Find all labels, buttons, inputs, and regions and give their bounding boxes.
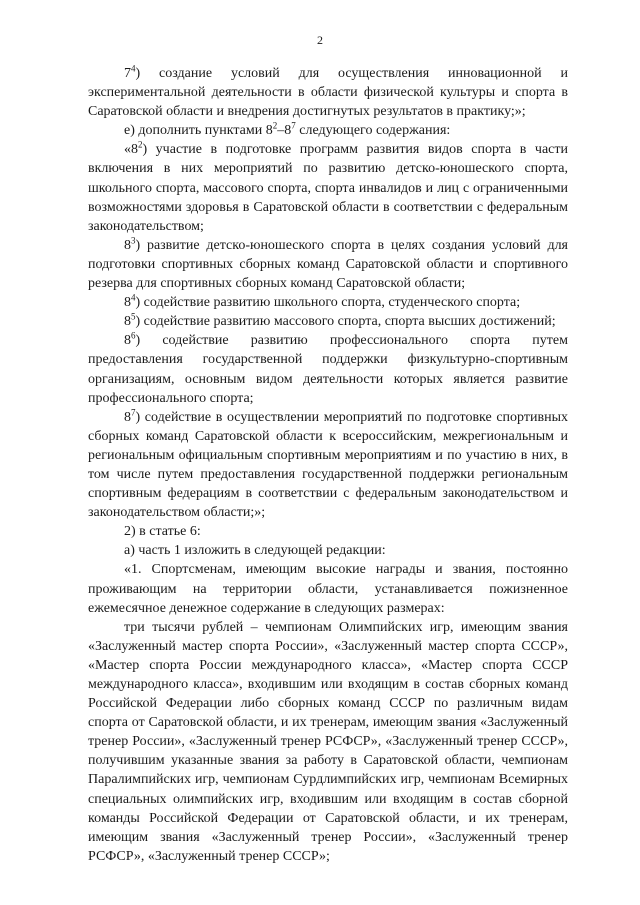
paragraph-item-8-5: $8^5$) содействие развитию массового спорта, спорта высших достижений; <box>124 311 556 330</box>
page-number: 2 <box>317 33 323 47</box>
paragraph-article-6: 2) в статье 6: <box>124 524 201 540</box>
paragraph-three-thousand: три тысячи рублей – чемпионам Олимпийских игр, имеющим звания «Заслуженный мастер спорта России», «Заслуженный мастер спорта СССР», «Мастер спорта России международного класса», «Мастер спорта СССР международного класса», входившим или входящим в состав сборных команд Российской Федерации либо сборных команд СССР по различным видам спорта от Саратовской области, и их тренерам, имеющим звания «Заслуженный тренер России», «Заслуженный тренер РСФСР», «Заслуженный тренер СССР», получившим указанные звания за работу в Саратовской области, чемпионам Паралимпийских игр, чемпионам Сурдлимпийских игр, чемпионам Всемирных специальных олимпийских игр, входившим или входящим в состав сборной команды Российской Федерации от Саратовской области, и их тренерам, имеющим звания «Заслуженный тренер России», «Заслуженный тренер РСФСР», «Заслуженный тренер СССР»; <box>88 619 568 864</box>
paragraph-item-8-4: $8^4$) содействие развитию школьного спорта, студенческого спорта; <box>124 292 521 311</box>
document-body <box>88 64 568 866</box>
paragraph-item-7-4: $7^4$) создание условий для осуществления инновационной и экспериментальной деятельности в области физической культуры и спорта в Саратовской области и внедрения достигнутых результатов в практику;»; <box>88 63 568 120</box>
paragraph-item-8-3: $8^3$) развитие детско-юношеского спорта в целях создания условий для подготовки спортивных сборных команд Саратовской области и спортивного резерва для спортивных сборных команд Саратовской области; <box>88 235 568 292</box>
paragraph-item-8-7: $8^7$) содействие в осуществлении мероприятий по подготовке спортивных сборных команд Саратовской области к всероссийским, межрегиональным и региональным официальным спортивным мероприятиям и по участию в них, в том числе путем предоставления государственной поддержки региональным спортивным федерациям в соответствии с федеральным законодательством и законодательством области;»; <box>88 407 568 521</box>
paragraph-item-8-6: $8^6$) содействие развитию профессионального спорта путем предоставления государственной поддержки физкультурно-спортивным организациям, основным видом деятельности которых является развитие профессионального спорта; <box>88 330 568 406</box>
paragraph-part-1-text: «1. Спортсменам, имеющим высокие награды и звания, постоянно проживающим на территории области, устанавливается пожизненное ежемесячное денежное содержание в следующих размерах: <box>88 562 568 616</box>
paragraph-item-8-2: «$8^2$) участие в подготовке программ развития видов спорта в части включения в них мероприятий по развитию детско-юношеского спорта, школьного спорта, массового спорта, спорта инвалидов и лиц с ограниченными возможностями здоровья в Саратовской области в соответствии с федеральным законодательством; <box>88 139 568 234</box>
paragraph-part-1-amend: а) часть 1 изложить в следующей редакции: <box>124 543 386 559</box>
paragraph-amend-e: е) дополнить пунктами $8^2-8^7$ следующего содержания: <box>124 120 451 139</box>
